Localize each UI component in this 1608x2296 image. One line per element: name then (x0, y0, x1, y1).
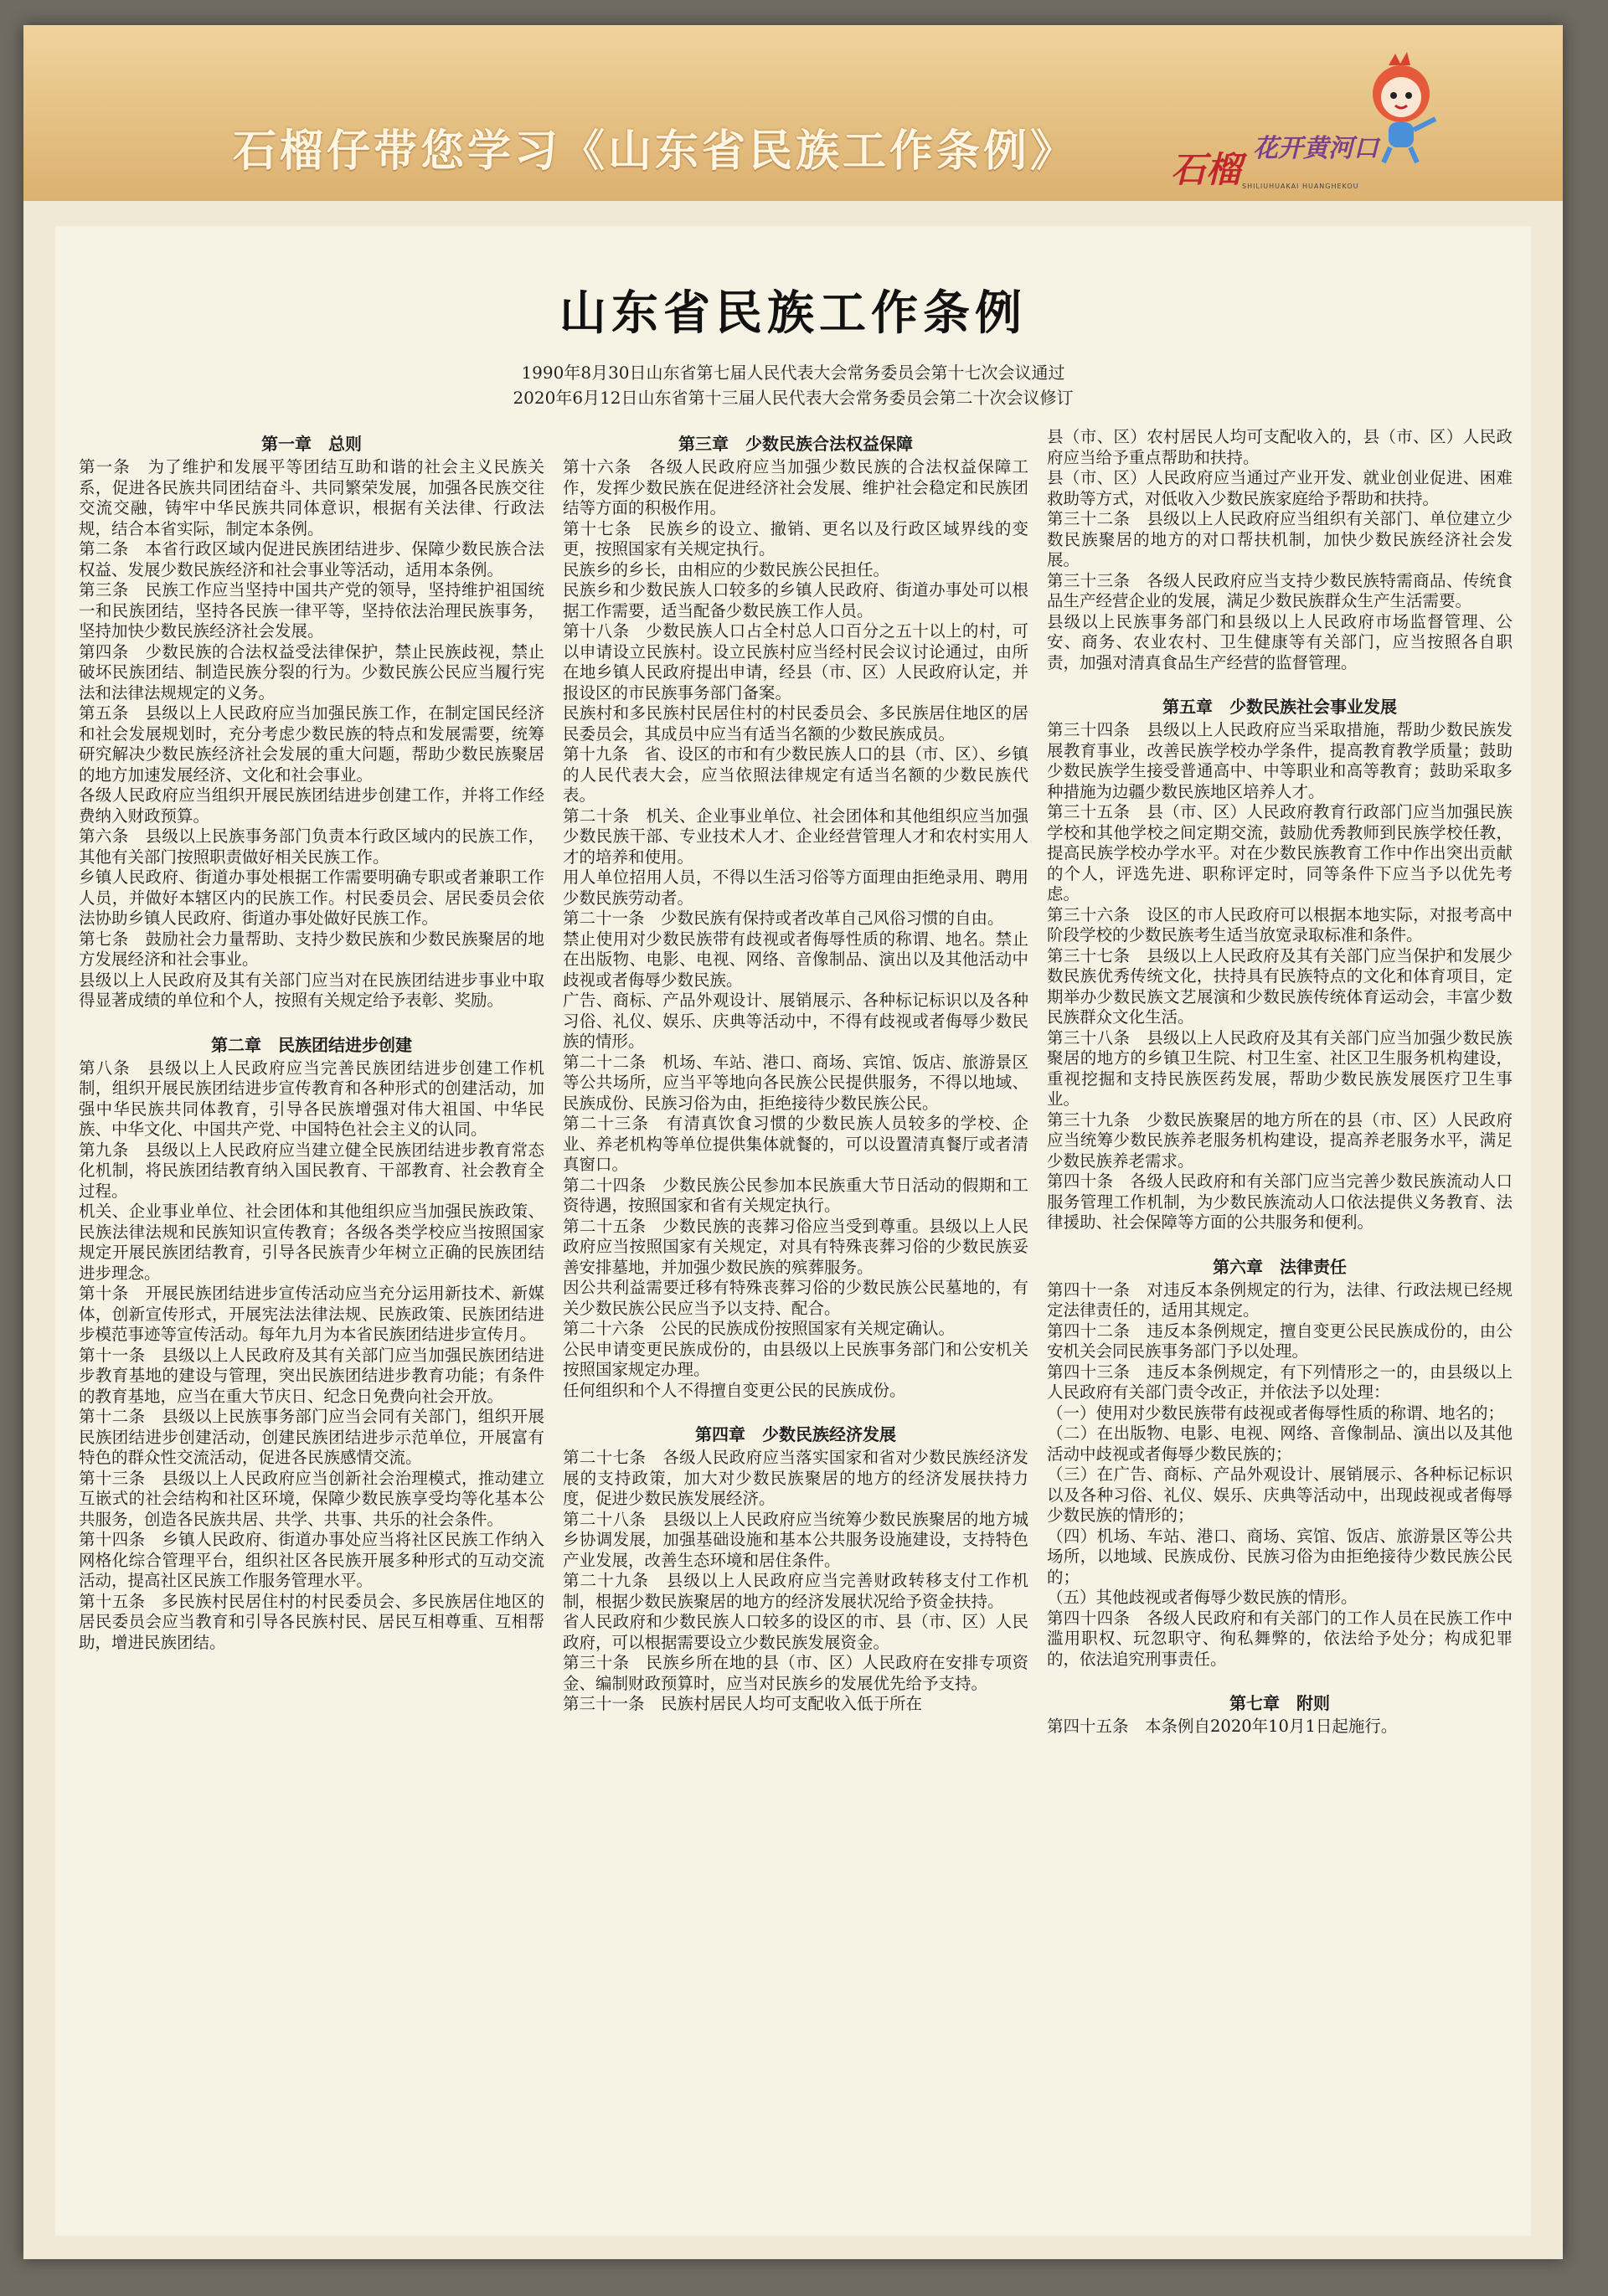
article-paragraph: 第七条 鼓励社会力量帮助、支持少数民族和少数民族聚居的地方发展经济和社会事业。 (79, 929, 544, 969)
article-paragraph: 第四十三条 违反本条例规定，有下列情形之一的，由县级以上人民政府有关部门责令改正，并依法予以处理： (1047, 1362, 1513, 1402)
article-paragraph: 第三十七条 县级以上人民政府及其有关部门应当保护和发展少数民族优秀传统文化，扶持具有民族特点的文化和体育项目，定期举办少数民族文艺展演和少数民族传统体育运动会，丰富少数民族群众文化生活。 (1047, 945, 1513, 1027)
chapter-heading: 第七章 附则 (1229, 1693, 1330, 1713)
article-paragraph: 乡镇人民政府、街道办事处根据工作需要明确专职或者兼职工作人员，并做好本辖区内的民族工作。村民委员会、居民委员会依法协助乡镇人民政府、街道办事处做好民族工作。 (79, 867, 544, 928)
article-paragraph: 第四十四条 各级人民政府和有关部门的工作人员在民族工作中滥用职权、玩忽职守、徇私舞弊的，依法给予处分；构成犯罪的，依法追究刑事责任。 (1047, 1608, 1513, 1669)
article-paragraph: 第二十五条 少数民族的丧葬习俗应当受到尊重。县级以上人民政府应当按照国家有关规定，对具有特殊丧葬习俗的少数民族妥善安排墓地，并加强少数民族的殡葬服务。 (563, 1216, 1028, 1277)
banner-title: 石榴仔带您学习《山东省民族工作条例》 (233, 126, 1078, 177)
article-paragraph: 第二十六条 公民的民族成份按照国家有关规定确认。 (563, 1319, 956, 1338)
article-paragraph: 第四十五条 本条例自2020年10月1日起施行。 (1047, 1717, 1398, 1736)
article-paragraph: 任何组织和个人不得擅自变更公民的民族成份。 (563, 1380, 906, 1400)
chapter-heading: 第一章 总则 (261, 434, 362, 454)
article-paragraph: 公民申请变更民族成份的，由县级以上民族事务部门和公安机关按照国家规定办理。 (563, 1339, 1028, 1379)
article-paragraph: 第二十一条 少数民族有保持或者改革自己风俗习惯的自由。 (563, 909, 1004, 928)
article-paragraph: 第三十五条 县（市、区）人民政府教育行政部门应当加强民族学校和其他学校之间定期交流，鼓励优秀教师到民族学校任教，提高民族学校办学水平。对在少数民族教育工作中作出突出贡献的个人，评选先进、职称评定时，同等条件下应当予以优先考虑。 (1047, 802, 1513, 903)
article-paragraph: 禁止使用对少数民族带有歧视或者侮辱性质的称谓、地名。禁止在出版物、电影、电视、网络、音像制品、演出以及其他活动中歧视或者侮辱少数民族。 (563, 929, 1028, 990)
article-paragraph: 第六条 县级以上民族事务部门负责本行政区域内的民族工作，其他有关部门按照职责做好相关民族工作。 (79, 826, 544, 867)
article-paragraph: 第二十七条 各级人民政府应当落实国家和省对少数民族经济发展的支持政策，加大对少数民族聚居的地方的经济发展扶持力度，促进少数民族发展经济。 (563, 1448, 1028, 1508)
article-paragraph: 第四十一条 对违反本条例规定的行为，法律、行政法规已经规定法律责任的，适用其规定。 (1047, 1279, 1513, 1320)
article-paragraph: 因公共利益需要迁移有特殊丧葬习俗的少数民族公民墓地的，有关少数民族公民应当予以支持、配合。 (563, 1278, 1028, 1318)
article-paragraph: 第十五条 多民族村民居住村的村民委员会、多民族居住地区的居民委员会应当教育和引导各民族村民、居民互相尊重、互相帮助，增进民族团结。 (79, 1591, 544, 1652)
document-body (55, 226, 1531, 2236)
article-paragraph: 第三十八条 县级以上人民政府及其有关部门应当加强少数民族聚居的地方的乡镇卫生院、村卫生室、社区卫生服务机构建设，重视挖掘和支持民族医药发展，帮助少数民族发展医疗卫生事业。 (1047, 1027, 1513, 1109)
article-paragraph: 第三十六条 设区的市人民政府可以根据本地实际，对报考高中阶段学校的少数民族考生适当放宽录取标准和条件。 (1047, 904, 1513, 945)
article-paragraph: 第十四条 乡镇人民政府、街道办事处应当将社区民族工作纳入网格化综合管理平台，组织社区各民族开展多种形式的互动交流活动，提高社区民族工作服务管理水平。 (79, 1530, 544, 1590)
article-paragraph: 第三条 民族工作应当坚持中国共产党的领导，坚持维护祖国统一和民族团结，坚持各民族一律平等，坚持依法治理民族事务，坚持加快少数民族经济社会发展。 (79, 580, 544, 641)
article-paragraph: 民族乡的乡长，由相应的少数民族公民担任。 (563, 559, 890, 579)
article-paragraph: 第二十四条 少数民族公民参加本民族重大节日活动的假期和工资待遇，按照国家和省有关规定执行。 (563, 1175, 1028, 1215)
article-paragraph: 第四十二条 违反本条例规定，擅自变更公民民族成份的，由公安机关会同民族事务部门予以处理。 (1047, 1320, 1513, 1361)
article-paragraph: 第二十八条 县级以上人民政府应当统筹少数民族聚居的地方城乡协调发展，加强基础设施和基本公共服务设施建设，支持特色产业发展，改善生态环境和居住条件。 (563, 1509, 1028, 1570)
article-paragraph: 第二十九条 县级以上人民政府应当完善财政转移支付工作机制，根据少数民族聚居的地方的经济发展状况给予资金扶持。 (563, 1571, 1028, 1611)
article-paragraph: 民族村和多民族村民居住村的村民委员会、多民族居住地区的居民委员会，其成员中应当有适当名额的少数民族成员。 (563, 703, 1028, 744)
article-paragraph: 第十八条 少数民族人口占全村总人口百分之五十以上的村，可以申请设立民族村。设立民族村应当经村民会议讨论通过，由所在地乡镇人民政府提出申请，经县（市、区）人民政府认定，并报设区的市民族事务部门备案。 (563, 621, 1028, 703)
article-paragraph: 第三十九条 少数民族聚居的地方所在的县（市、区）人民政府应当统筹少数民族养老服务机构建设，提高养老服务水平，满足少数民族养老需求。 (1047, 1109, 1513, 1171)
article-paragraph: 第十一条 县级以上人民政府及其有关部门应当加强民族团结进步教育基地的建设与管理，突出民族团结进步教育功能；有条件的教育基地，应当在重大节庆日、纪念日免费向社会开放。 (79, 1345, 544, 1406)
article-paragraph: 第三十二条 县级以上人民政府应当组织有关部门、单位建立少数民族聚居的地方的对口帮扶机制，加快少数民族经济社会发展。 (1047, 509, 1513, 569)
poster-sheet (23, 25, 1563, 2259)
logo-text-shiliu: 石榴 (1171, 149, 1242, 190)
text-columns (79, 427, 1513, 2202)
article-paragraph: 第二十条 机关、企业事业单位、社会团体和其他组织应当加强少数民族干部、专业技术人才、企业经营管理人才和农村实用人才的培养和使用。 (563, 806, 1028, 867)
text-column-3 (1047, 427, 1513, 2202)
article-paragraph: 第一条 为了维护和发展平等团结互助和谐的社会主义民族关系，促进各民族共同团结奋斗、共同繁荣发展，加强各民族交往交流交融，铸牢中华民族共同体意识，根据有关法律、行政法规，结合本省实际，制定本条例。 (79, 457, 544, 538)
article-paragraph: 第九条 县级以上人民政府应当建立健全民族团结进步教育常态化机制，将民族团结教育纳入国民教育、干部教育、社会教育全过程。 (79, 1140, 544, 1201)
article-paragraph: 县级以上民族事务部门和县级以上人民政府市场监督管理、公安、商务、农业农村、卫生健康等有关部门，应当按照各自职责，加强对清真食品生产经营的监督管理。 (1047, 611, 1513, 672)
header-banner (23, 25, 1563, 201)
document-title: 山东省民族工作条例 (559, 286, 1027, 341)
article-paragraph: 第八条 县级以上人民政府应当完善民族团结进步创建工作机制，组织开展民族团结进步宣传教育和各种形式的创建活动，加强中华民族共同体教育，引导各民族增强对伟大祖国、中华民族、中华文化、中国共产党、中国特色社会主义的认同。 (79, 1058, 544, 1139)
article-paragraph: 民族乡和少数民族人口较多的乡镇人民政府、街道办事处可以根据工作需要，适当配备少数民族工作人员。 (563, 580, 1028, 620)
article-paragraph: 第二十二条 机场、车站、港口、商场、宾馆、饭店、旅游景区等公共场所，应当平等地向各民族公民提供服务，不得以地域、民族成份、民族习俗为由，拒绝接待少数民族公民。 (563, 1052, 1028, 1113)
article-paragraph: 县级以上人民政府及其有关部门应当对在民族团结进步事业中取得显著成绩的单位和个人，按照有关规定给予表彰、奖励。 (79, 970, 544, 1010)
article-paragraph: 第四条 少数民族的合法权益受法律保护，禁止民族歧视，禁止破坏民族团结、制造民族分裂的行为。少数民族公民应当履行宪法和法律法规规定的义务。 (79, 641, 544, 703)
article-paragraph: 机关、企业事业单位、社会团体和其他组织应当加强民族政策、民族法律法规和民族知识宣传教育；各级各类学校应当按照国家规定开展民族团结教育，引导各民族青少年树立正确的民族团结进步理念。 (79, 1202, 544, 1283)
article-paragraph: 县（市、区）人民政府应当通过产业开发、就业创业促进、困难救助等方式，对低收入少数民族家庭给予帮助和扶持。 (1047, 468, 1513, 508)
article-paragraph: （五）其他歧视或者侮辱少数民族的情形。 (1047, 1588, 1358, 1607)
logo-text-pinyin: SHILIUHUAKAI HUANGHEKOU (1242, 183, 1359, 190)
article-paragraph: 第十六条 各级人民政府应当加强少数民族的合法权益保障工作，发挥少数民族在促进经济社会发展、维护社会稳定和民族团结等方面的积极作用。 (563, 457, 1028, 517)
article-paragraph: 各级人民政府应当组织开展民族团结进步创建工作，并将工作经费纳入财政预算。 (79, 785, 544, 826)
article-paragraph: 第五条 县级以上人民政府应当加强民族工作，在制定国民经济和社会发展规划时，充分考虑少数民族的特点和发展需要，统筹研究解决少数民族经济社会发展的重大问题，帮助少数民族聚居的地方加速发展经济、文化和社会事业。 (79, 703, 544, 785)
logo-text-slogan: 花开黄河口 (1253, 134, 1379, 163)
text-column-2 (563, 427, 1028, 2202)
article-paragraph: 省人民政府和少数民族人口较多的设区的市、县（市、区）人民政府，可以根据需要设立少数民族发展资金。 (563, 1612, 1028, 1652)
article-paragraph: 广告、商标、产品外观设计、展销展示、各种标记标识以及各种习俗、礼仪、娱乐、庆典等活动中，不得有歧视或者侮辱少数民族的情形。 (563, 991, 1028, 1051)
article-paragraph: 用人单位招用人员，不得以生活习俗等方面理由拒绝录用、聘用少数民族劳动者。 (563, 867, 1028, 908)
article-paragraph: 第三十四条 县级以上人民政府应当采取措施，帮助少数民族发展教育事业，改善民族学校办学条件，提高教育教学质量；鼓助少数民族学生接受普通高中、中等职业和高等教育；鼓助采取多种措施为边疆少数民族地区培养人才。 (1047, 720, 1513, 801)
chapter-heading: 第四章 少数民族经济发展 (695, 1424, 896, 1444)
article-paragraph: 第三十一条 民族村居民人均可支配收入低于所在 (563, 1694, 923, 1713)
article-paragraph: 第十三条 县级以上人民政府应当创新社会治理模式，推动建立互嵌式的社会结构和社区环境，保障少数民族享受均等化基本公共服务，创造各民族共居、共学、共事、共乐的社会条件。 (79, 1468, 544, 1529)
article-paragraph: 第十七条 民族乡的设立、撤销、更名以及行政区域界线的变更，按照国家有关规定执行。 (563, 518, 1028, 559)
article-paragraph: 第三十条 民族乡所在地的县（市、区）人民政府在安排专项资金、编制财政预算时，应当对民族乡的发展优先给予支持。 (563, 1653, 1028, 1693)
chapter-heading: 第三章 少数民族合法权益保障 (678, 434, 913, 454)
article-paragraph: 第十条 开展民族团结进步宣传活动应当充分运用新技术、新媒体，创新宣传形式，开展宪法法律法规、民族政策、民族团结进步模范事迹等宣传活动。每年九月为本省民族团结进步宣传月。 (79, 1284, 544, 1344)
article-paragraph: （一）使用对少数民族带有歧视或者侮辱性质的称谓、地名的； (1047, 1403, 1505, 1423)
chapter-heading: 第五章 少数民族社会事业发展 (1162, 697, 1397, 717)
chapter-heading: 第二章 民族团结进步创建 (211, 1034, 412, 1055)
article-paragraph: （三）在广告、商标、产品外观设计、展销展示、各种标记标识以及各种习俗、礼仪、娱乐、庆典等活动中，出现歧视或者侮辱少数民族的情形的； (1047, 1465, 1513, 1525)
article-paragraph: （二）在出版物、电影、电视、网络、音像制品、演出以及其他活动中歧视或者侮辱少数民族的； (1047, 1423, 1513, 1464)
article-paragraph: 第二条 本省行政区域内促进民族团结进步、保障少数民族合法权益、发展少数民族经济和社会事业等活动，适用本条例。 (79, 539, 544, 579)
adoption-line: 2020年6月12日山东省第十三届人民代表大会常务委员会第二十次会议修订 (513, 388, 1074, 408)
article-paragraph: （四）机场、车站、港口、商场、宾馆、饭店、旅游景区等公共场所，以地域、民族成份、民族习俗为由拒绝接待少数民族公民的； (1047, 1526, 1513, 1587)
article-paragraph: 县（市、区）农村居民人均可支配收入的，县（市、区）人民政府应当给予重点帮助和扶持。 (1047, 427, 1513, 467)
article-paragraph: 第三十三条 各级人民政府应当支持少数民族特需商品、传统食品生产经营企业的发展，满足少数民族群众生产生活需要。 (1047, 570, 1513, 610)
adoption-line: 1990年8月30日山东省第七届人民代表大会常务委员会第十七次会议通过 (521, 363, 1065, 383)
text-column-1 (79, 427, 544, 2202)
article-paragraph: 第十九条 省、设区的市和有少数民族人口的县（市、区）、乡镇的人民代表大会，应当依照法律规定有适当名额的少数民族代表。 (563, 744, 1028, 805)
adoption-notes (55, 360, 1531, 410)
article-paragraph: 第十二条 县级以上民族事务部门应当会同有关部门，组织开展民族团结进步创建活动，创建民族团结进步示范单位，开展富有特色的群众性交流活动，促进各民族感情交流。 (79, 1407, 544, 1467)
article-paragraph: 第二十三条 有清真饮食习惯的少数民族人员较多的学校、企业、养老机构等单位提供集体就餐的，可以设置清真餐厅或者清真窗口。 (563, 1114, 1028, 1174)
shiliu-logo (1146, 50, 1447, 197)
article-paragraph: 第四十条 各级人民政府和有关部门应当完善少数民族流动人口服务管理工作机制，为少数民族流动人口依法提供义务教育、法律援助、社会保障等方面的公共服务和便利。 (1047, 1171, 1513, 1232)
chapter-heading: 第六章 法律责任 (1213, 1256, 1347, 1277)
